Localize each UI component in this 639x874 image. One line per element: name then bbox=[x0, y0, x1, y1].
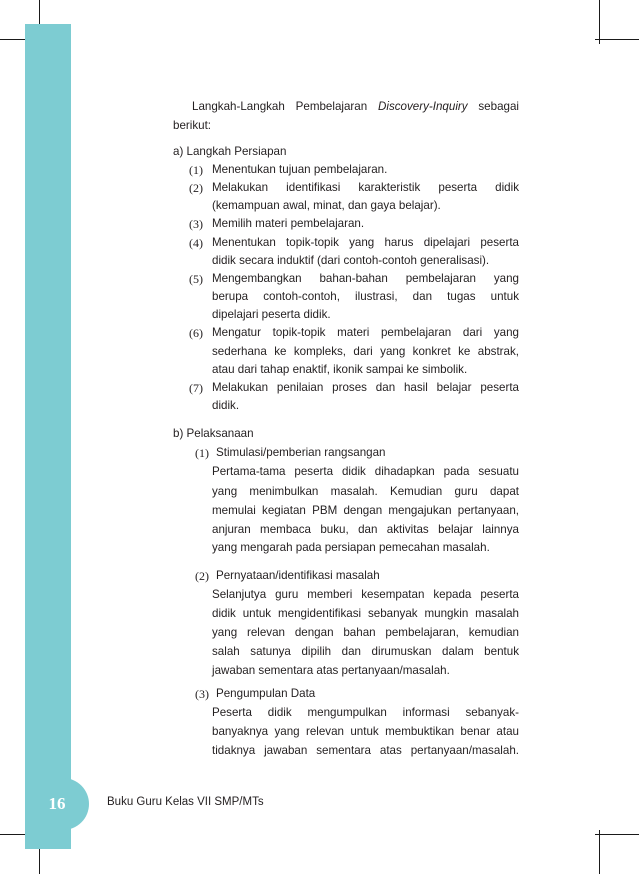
list-item: didik. bbox=[212, 399, 240, 412]
item-heading: Stimulasi/pemberian rangsangan bbox=[216, 446, 386, 459]
intro-line-1: Langkah-Langkah Pembelajaran Discovery-Inquiry sebagai bbox=[192, 100, 519, 113]
paragraph-line: yang menimbulkan masalah. Kemudian guru dapat bbox=[212, 485, 519, 498]
paragraph-line: banyaknya yang relevan untuk membuktikan benar atau bbox=[212, 725, 519, 738]
item-number: (1) bbox=[195, 446, 209, 460]
list-item: Menentukan topik-topik yang harus dipelajari peserta bbox=[212, 236, 519, 249]
item-number: (4) bbox=[189, 236, 203, 250]
section-b-title: b) Pelaksanaan bbox=[173, 427, 254, 440]
list-item: sederhana ke kompleks, dari yang konkret ke abstrak, bbox=[212, 345, 519, 358]
item-number: (3) bbox=[195, 687, 209, 701]
crop-mark-bottom-right-h bbox=[595, 834, 639, 835]
item-heading: Pernyataan/identifikasi masalah bbox=[216, 569, 380, 582]
section-a-title: a) Langkah Persiapan bbox=[173, 145, 287, 158]
paragraph-line: Peserta didik mengumpulkan informasi sebanyak- bbox=[212, 706, 519, 719]
list-item: Melakukan penilaian proses dan hasil belajar peserta bbox=[212, 381, 519, 394]
list-item: didik secara induktif (dari contoh-contoh generalisasi). bbox=[212, 254, 490, 267]
list-item: Memilih materi pembelajaran. bbox=[212, 217, 365, 230]
item-heading: Pengumpulan Data bbox=[216, 687, 316, 700]
page-number-tab: 16 bbox=[25, 778, 89, 830]
page-sidebar-band bbox=[25, 24, 71, 849]
item-number: (2) bbox=[189, 181, 203, 195]
paragraph-line: salah satunya dipilih dan dirumuskan dalam bentuk bbox=[212, 645, 519, 658]
list-item: dipelajari peserta didik. bbox=[212, 308, 331, 321]
paragraph-line: yang mengarah pada persiapan pemecahan masalah. bbox=[212, 541, 490, 554]
paragraph-line: tidaknya jawaban sementara atas pertanyaan/masalah. bbox=[212, 744, 519, 757]
list-item: Mengembangkan bahan-bahan pembelajaran yang bbox=[212, 272, 519, 285]
item-number: (3) bbox=[189, 217, 203, 231]
paragraph-line: yang relevan dengan bahan pembelajaran, kemudian bbox=[212, 626, 519, 639]
item-number: (5) bbox=[189, 272, 203, 286]
paragraph-line: didik untuk mengidentifikasi sebanyak mungkin masalah bbox=[212, 607, 519, 620]
crop-mark-top-right-h bbox=[595, 39, 639, 40]
crop-mark-bottom-right-v bbox=[599, 830, 600, 874]
footer-book-title: Buku Guru Kelas VII SMP/MTs bbox=[107, 796, 264, 808]
crop-mark-top-right-v bbox=[599, 0, 600, 44]
item-number: (6) bbox=[189, 326, 203, 340]
paragraph-line: memulai kegiatan PBM dengan mengajukan pertanyaan, bbox=[212, 504, 519, 517]
paragraph-line: Selanjutya guru memberi kesempatan kepada peserta bbox=[212, 588, 519, 601]
list-item: berupa contoh-contoh, ilustrasi, dan tugas untuk bbox=[212, 290, 519, 303]
item-number: (1) bbox=[189, 163, 203, 177]
paragraph-line: jawaban sementara atas pertanyaan/masalah. bbox=[212, 664, 450, 677]
list-item: atau dari tahap enaktif, ikonik sampai ke simbolik. bbox=[212, 363, 468, 376]
list-item: Melakukan identifikasi karakteristik peserta didik bbox=[212, 181, 519, 194]
paragraph-line: anjuran membaca buku, dan aktivitas belajar lainnya bbox=[212, 523, 519, 536]
list-item: (kemampuan awal, minat, dan gaya belajar). bbox=[212, 199, 441, 212]
item-number: (7) bbox=[189, 381, 203, 395]
item-number: (2) bbox=[195, 569, 209, 583]
list-item: Mengatur topik-topik materi pembelajaran dari yang bbox=[212, 326, 519, 339]
paragraph-line: Pertama-tama peserta didik dihadapkan pada sesuatu bbox=[212, 465, 519, 478]
intro-line-2: berikut: bbox=[173, 119, 212, 132]
list-item: Menentukan tujuan pembelajaran. bbox=[212, 163, 388, 176]
